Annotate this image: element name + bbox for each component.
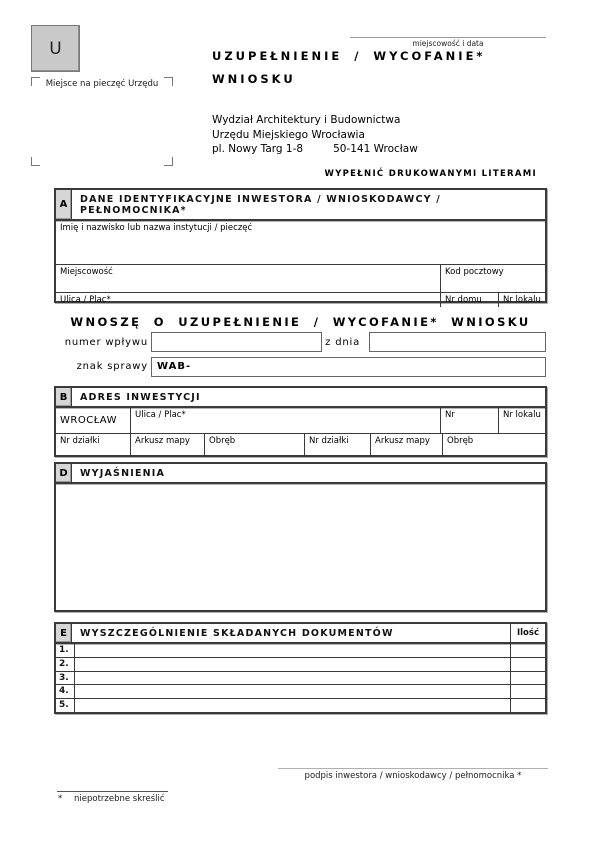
intake-date-input[interactable]	[369, 332, 546, 352]
applicant-city-label: Miejscowość	[60, 267, 113, 277]
document-name-field[interactable]	[75, 644, 510, 657]
form-title-line1: UZUPEŁNIENIE / WYCOFANIE*	[212, 49, 486, 63]
section-d-header	[56, 464, 545, 484]
place-date-line[interactable]	[350, 37, 546, 38]
footnote	[58, 794, 165, 804]
section-e-title: WYSZCZEGÓLNIENIE SKŁADANYCH DOKUMENTÓW	[80, 628, 394, 639]
section-b-header	[56, 388, 545, 408]
signature-caption: podpis inwestora / wnioskodawcy / pełnomocnika *	[304, 771, 522, 781]
applicant-street-field[interactable]	[56, 293, 440, 307]
section-b-letter: B	[56, 388, 72, 406]
applicant-name-row	[56, 221, 545, 264]
request-title: WNOSZĘ O UZUPEŁNIENIE / WYCOFANIE* WNIOSKU	[70, 315, 531, 329]
document-name-field[interactable]	[75, 699, 510, 712]
document-row	[56, 657, 545, 671]
plot1-district-field[interactable]	[204, 434, 304, 455]
plot2-number-field[interactable]	[304, 434, 370, 455]
bracket-icon	[164, 157, 173, 166]
applicant-unit-no-field[interactable]	[498, 293, 545, 307]
office-address	[212, 113, 418, 157]
office-address-line2: Urzędu Miejskiego Wrocławia	[212, 128, 365, 141]
office-address-postal: 50-141 Wrocław	[333, 143, 418, 155]
plot2-district-label: Obręb	[447, 436, 474, 446]
form-title-line2: WNIOSKU	[212, 72, 296, 86]
office-address-line3	[212, 142, 418, 157]
form-symbol-box	[31, 25, 80, 72]
document-qty-field[interactable]	[510, 699, 545, 712]
document-qty-field[interactable]	[510, 658, 545, 671]
applicant-house-no-field[interactable]	[440, 293, 498, 307]
plot2-number-label: Nr działki	[309, 436, 349, 446]
document-row-number: 2.	[56, 658, 75, 671]
bracket-icon	[164, 77, 173, 86]
footnote-mark: *	[58, 794, 63, 804]
case-number-input[interactable]: WAB-	[151, 357, 546, 377]
document-row-number: 5.	[56, 699, 75, 712]
investment-address-row	[56, 408, 545, 433]
investment-city-cell: WROCŁAW	[60, 415, 117, 426]
section-a-header	[56, 190, 545, 221]
plot-info-row	[56, 433, 545, 455]
section-a	[54, 188, 547, 303]
quantity-column-header: Ilość	[510, 624, 545, 642]
section-b	[54, 386, 547, 457]
intake-number-label: numer wpływu	[64, 337, 148, 348]
document-row-number: 3.	[56, 672, 75, 685]
case-number-label: znak sprawy	[76, 361, 148, 372]
bracket-icon	[31, 157, 40, 166]
applicant-city-row	[56, 264, 545, 292]
investment-street-field[interactable]	[130, 408, 440, 433]
applicant-house-no-label: Nr domu	[445, 295, 482, 305]
investment-nr-label: Nr	[445, 410, 455, 420]
applicant-postal-label: Kod pocztowy	[445, 267, 504, 277]
applicant-name-field[interactable]	[56, 221, 545, 264]
footnote-text: niepotrzebne skreślić	[74, 794, 165, 804]
applicant-postal-field[interactable]	[440, 265, 545, 292]
intake-date-label: z dnia	[325, 337, 360, 348]
document-name-field[interactable]	[75, 658, 510, 671]
office-address-line1: Wydział Architektury i Budownictwa	[212, 114, 401, 126]
stamp-caption: Miejsce na pieczęć Urzędu	[45, 79, 159, 89]
document-qty-field[interactable]	[510, 672, 545, 685]
section-d-letter: D	[56, 464, 72, 482]
document-row	[56, 698, 545, 712]
section-a-letter: A	[56, 190, 72, 219]
signature-line[interactable]	[278, 768, 548, 769]
plot1-map-sheet-label: Arkusz mapy	[135, 436, 190, 446]
applicant-street-row	[56, 292, 545, 307]
section-d	[54, 462, 547, 612]
applicant-unit-no-label: Nr lokalu	[503, 295, 541, 305]
section-d-title: WYJAŚNIENIA	[80, 468, 166, 479]
footnote-divider	[57, 791, 168, 792]
plot2-district-field[interactable]	[442, 434, 545, 455]
plot1-number-label: Nr działki	[60, 436, 100, 446]
investment-unit-no-field[interactable]	[498, 408, 545, 433]
section-e-header	[56, 624, 545, 644]
fill-instruction: WYPEŁNIĆ DRUKOWANYMI LITERAMI	[324, 169, 537, 179]
document-row	[56, 684, 545, 698]
document-qty-field[interactable]	[510, 644, 545, 657]
investment-nr-field[interactable]	[440, 408, 498, 433]
office-address-street: pl. Nowy Targ 1-8	[212, 143, 304, 155]
plot2-map-sheet-label: Arkusz mapy	[375, 436, 430, 446]
document-row	[56, 671, 545, 685]
plot1-map-sheet-field[interactable]	[130, 434, 204, 455]
document-name-field[interactable]	[75, 685, 510, 698]
explanations-field[interactable]	[56, 484, 545, 610]
applicant-city-field[interactable]	[56, 265, 440, 292]
section-a-title: DANE IDENTYFIKACYJNE INWESTORA / WNIOSKODAWCY / PEŁNOMOCNIKA*	[80, 194, 441, 216]
plot1-district-label: Obręb	[209, 436, 236, 446]
section-e	[54, 622, 547, 714]
investment-unit-no-label: Nr lokalu	[503, 410, 541, 420]
document-row-number: 1.	[56, 644, 75, 657]
document-qty-field[interactable]	[510, 685, 545, 698]
form-symbol-letter: U	[49, 38, 62, 59]
office-stamp-area	[31, 77, 173, 166]
investment-street-label: Ulica / Plac*	[135, 410, 186, 420]
section-e-letter: E	[56, 624, 72, 642]
document-name-field[interactable]	[75, 672, 510, 685]
applicant-street-label: Ulica / Plac*	[60, 295, 111, 305]
section-b-title: ADRES INWESTYCJI	[80, 392, 201, 403]
document-row-number: 4.	[56, 685, 75, 698]
plot2-map-sheet-field[interactable]	[370, 434, 442, 455]
place-date-caption: miejscowość i data	[412, 39, 484, 48]
document-row	[56, 644, 545, 657]
applicant-name-label: Imię i nazwisko lub nazwa instytucji / pieczęć	[60, 223, 253, 233]
plot1-number-field[interactable]	[56, 434, 130, 455]
